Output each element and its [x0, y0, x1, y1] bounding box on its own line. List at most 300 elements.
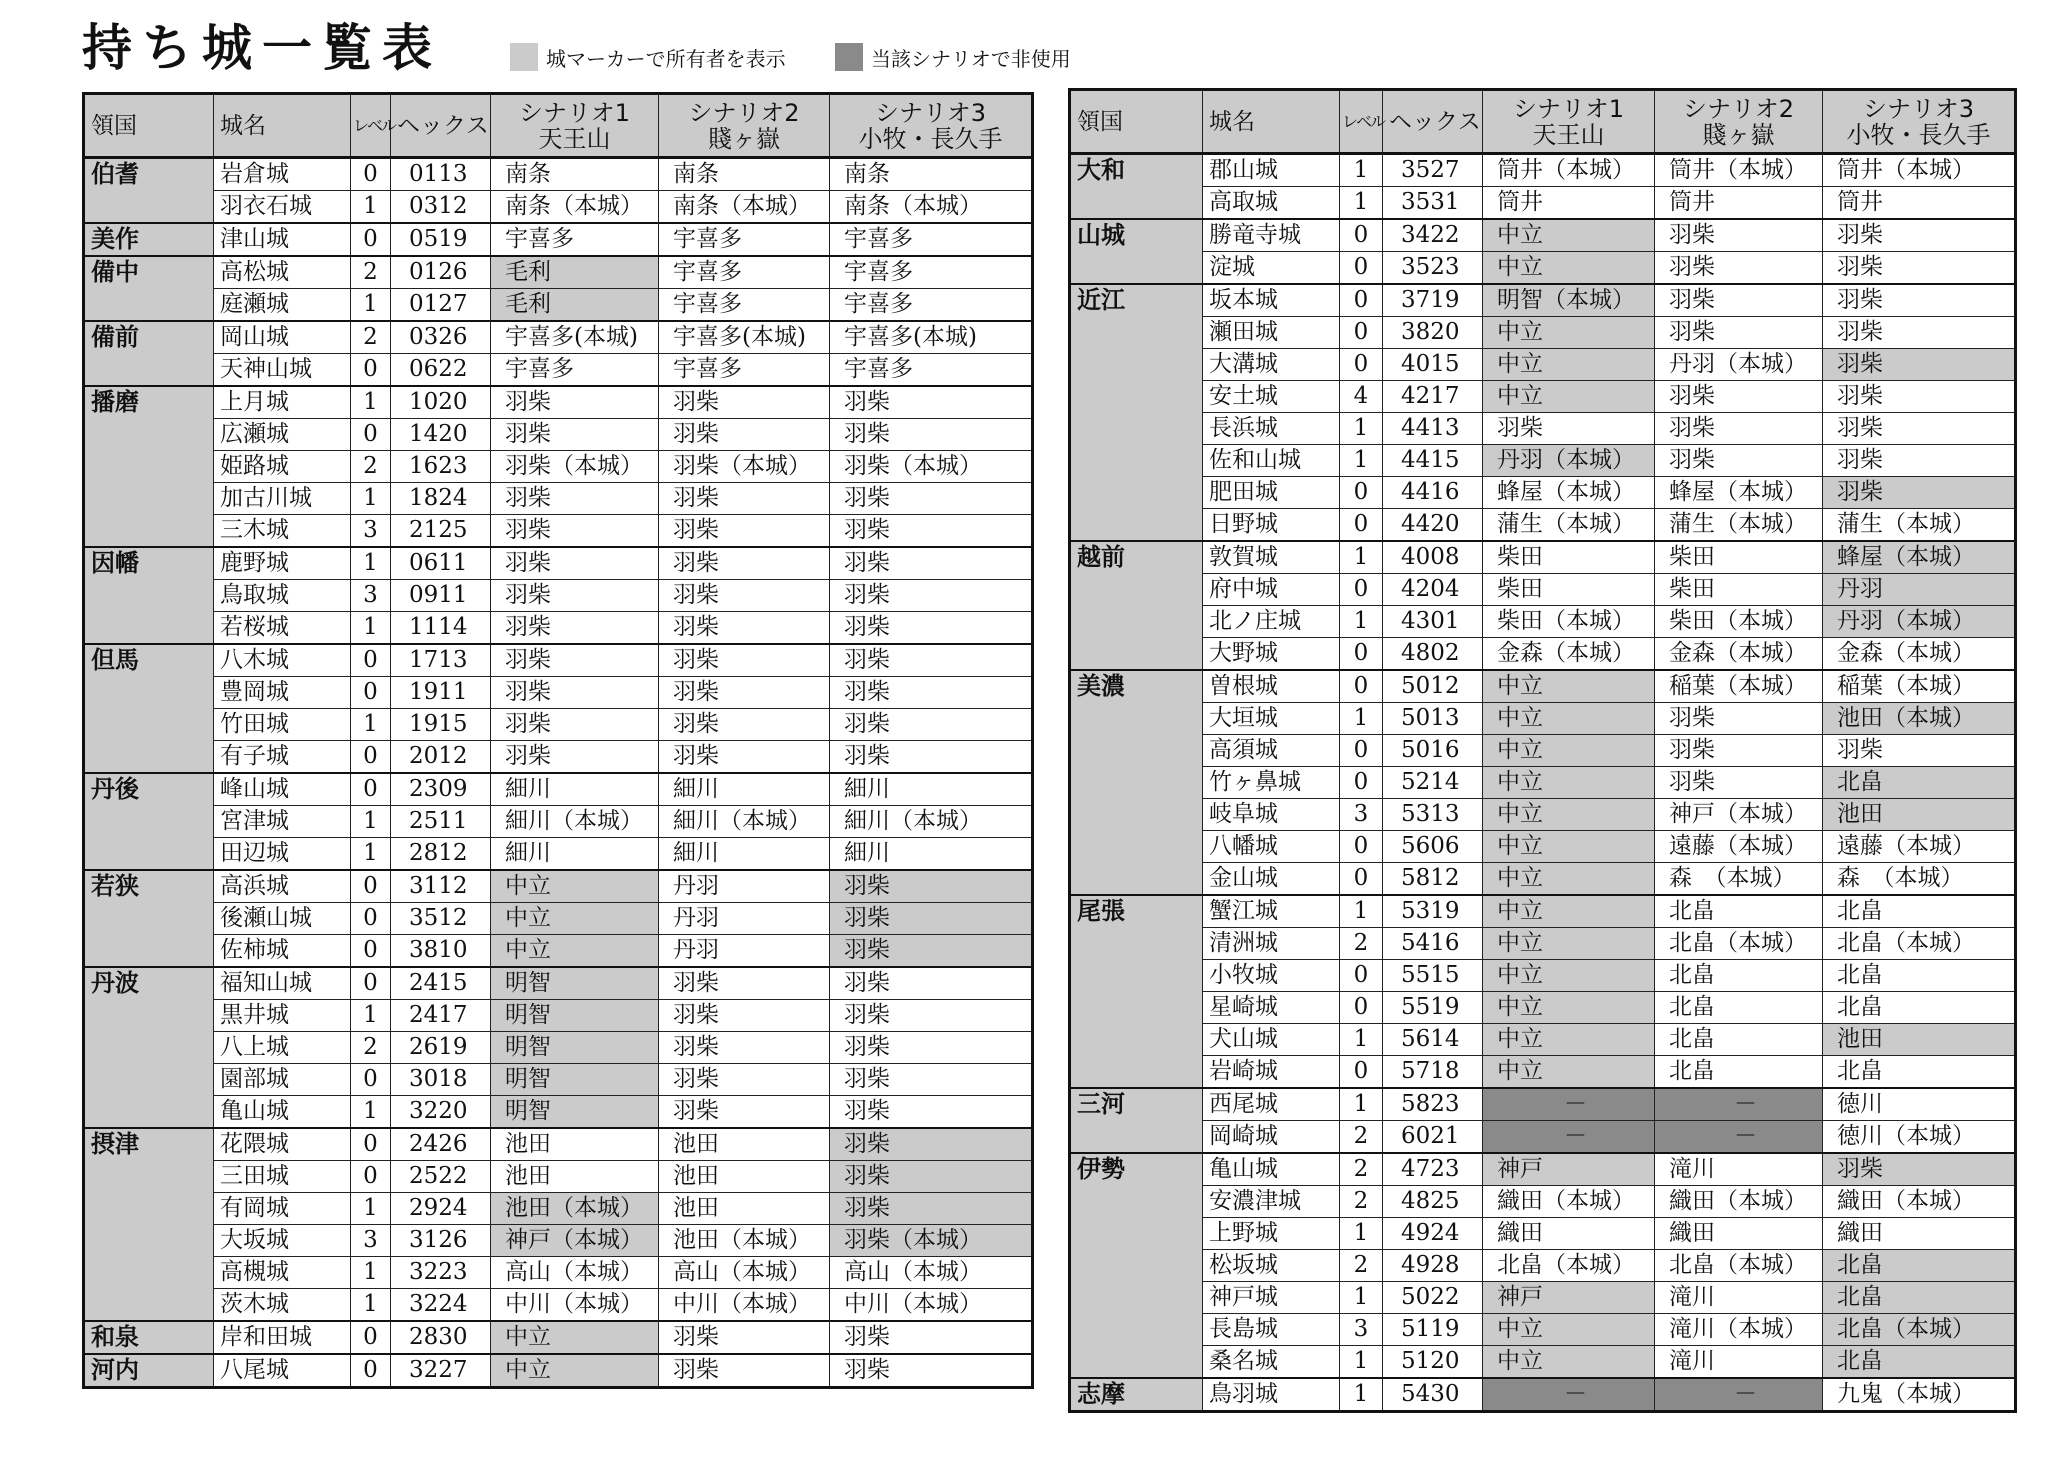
scenario-1-owner-cell: 中立: [1483, 219, 1655, 252]
scenario-2-owner-cell: 羽柴: [1655, 767, 1823, 799]
scenario-1-owner-cell: 神戸: [1483, 1282, 1655, 1314]
level-cell: 0: [351, 354, 391, 387]
hex-cell: 4217: [1383, 381, 1483, 413]
table-row: [1070, 574, 2016, 606]
table-row: [1070, 477, 2016, 509]
scenario-2-owner-cell: 羽柴: [659, 677, 830, 709]
scenario-3-owner-cell: 羽柴（本城）: [830, 451, 1033, 483]
hex-cell: 4301: [1383, 606, 1483, 638]
scenario-1-owner-cell: 神戸: [1483, 1153, 1655, 1186]
scenario-3-owner-cell: 羽柴: [830, 483, 1033, 515]
scenario-2-owner-cell: －: [1655, 1088, 1823, 1121]
table-row: [84, 1354, 1033, 1388]
level-cell: 1: [351, 838, 391, 871]
province-cell: 美濃: [1070, 670, 1203, 895]
scenario-2-owner-cell: 柴田: [1655, 574, 1823, 606]
scenario-1-owner-cell: 神戸（本城）: [491, 1225, 659, 1257]
scenario-2-owner-cell: 羽柴: [659, 1000, 830, 1032]
scenario-2-owner-cell: 中川（本城）: [659, 1289, 830, 1322]
level-cell: 1: [1340, 1346, 1383, 1379]
level-cell: 1: [351, 709, 391, 741]
castle-table-left: [82, 92, 1034, 1389]
hex-cell: 0622: [391, 354, 491, 387]
level-cell: 0: [1340, 349, 1383, 381]
castle-name-cell: 府中城: [1203, 574, 1340, 606]
scenario-3-owner-cell: 織田（本城）: [1823, 1186, 2016, 1218]
castle-name-cell: 勝竜寺城: [1203, 219, 1340, 252]
level-cell: 1: [1340, 445, 1383, 477]
level-cell: 0: [1340, 252, 1383, 285]
castle-name-cell: 金山城: [1203, 863, 1340, 896]
hex-cell: 1420: [391, 419, 491, 451]
header-level: レベル: [1340, 90, 1383, 154]
castle-name-cell: 曽根城: [1203, 670, 1340, 703]
scenario-3-owner-cell: 羽柴: [830, 741, 1033, 774]
table-row: [84, 1225, 1033, 1257]
scenario-2-owner-cell: 羽柴: [659, 1032, 830, 1064]
castle-name-cell: 鳥羽城: [1203, 1378, 1340, 1412]
scenario-3-owner-cell: 羽柴: [1823, 1153, 2016, 1186]
table-row: [1070, 381, 2016, 413]
legend-owner-marker: [510, 40, 786, 74]
scenario-1-owner-cell: 羽柴: [491, 483, 659, 515]
hex-cell: 4015: [1383, 349, 1483, 381]
scenario-2-owner-cell: 筒井: [1655, 187, 1823, 220]
scenario-3-owner-cell: 稲葉（本城）: [1823, 670, 2016, 703]
scenario-2-owner-cell: 滝川: [1655, 1346, 1823, 1379]
scenario-1-owner-cell: 中立: [1483, 1024, 1655, 1056]
level-cell: 0: [351, 935, 391, 968]
hex-cell: 0126: [391, 256, 491, 289]
province-cell: 和泉: [84, 1321, 214, 1354]
table-row: [84, 903, 1033, 935]
scenario-3-owner-cell: 筒井: [1823, 187, 2016, 220]
level-cell: 3: [351, 1225, 391, 1257]
hex-cell: 5823: [1383, 1088, 1483, 1121]
scenario-2-owner-cell: 北畠: [1655, 992, 1823, 1024]
header-scenario-3: シナリオ3 小牧・長久手: [1823, 90, 2016, 154]
scenario-1-owner-cell: －: [1483, 1121, 1655, 1154]
table-row: [84, 741, 1033, 774]
scenario-1-owner-cell: 羽柴: [1483, 413, 1655, 445]
scenario-1-owner-cell: 明智: [491, 1000, 659, 1032]
hex-cell: 1020: [391, 386, 491, 419]
scenario-3-owner-cell: 羽柴: [830, 903, 1033, 935]
scenario-1-owner-cell: 中立: [1483, 252, 1655, 285]
scenario-3-owner-cell: 羽柴: [830, 515, 1033, 548]
scenario-3-owner-cell: 羽柴: [1823, 381, 2016, 413]
hex-cell: 5013: [1383, 703, 1483, 735]
scenario-3-owner-cell: 羽柴: [830, 1321, 1033, 1354]
scenario-3-owner-cell: 宇喜多: [830, 256, 1033, 289]
province-cell: 大和: [1070, 154, 1203, 220]
province-cell: 伯耆: [84, 158, 214, 224]
scenario-1-owner-cell: 柴田: [1483, 541, 1655, 574]
hex-cell: 5606: [1383, 831, 1483, 863]
hex-cell: 0113: [391, 158, 491, 191]
scenario-2-owner-cell: 羽柴: [1655, 445, 1823, 477]
table-row: [1070, 413, 2016, 445]
scenario-3-owner-cell: 池田（本城）: [1823, 703, 2016, 735]
table-row: [84, 1128, 1033, 1161]
scenario-3-owner-cell: 森 （本城）: [1823, 863, 2016, 896]
province-cell: 河内: [84, 1354, 214, 1388]
scenario-2-owner-cell: 北畠: [1655, 960, 1823, 992]
castle-name-cell: 日野城: [1203, 509, 1340, 542]
castle-name-cell: 瀬田城: [1203, 317, 1340, 349]
scenario-2-owner-cell: 羽柴（本城）: [659, 451, 830, 483]
scenario-1-owner-cell: 羽柴: [491, 677, 659, 709]
scenario-3-owner-cell: 羽柴: [830, 709, 1033, 741]
table-row: [1070, 767, 2016, 799]
castle-table-left-body: [84, 158, 1033, 1388]
scenario-1-owner-cell: 中立: [1483, 735, 1655, 767]
scenario-1-owner-cell: 丹羽（本城）: [1483, 445, 1655, 477]
castle-name-cell: 松坂城: [1203, 1250, 1340, 1282]
scenario-1-owner-cell: 中立: [1483, 992, 1655, 1024]
scenario-2-owner-cell: 蜂屋（本城）: [1655, 477, 1823, 509]
scenario-3-owner-cell: 宇喜多(本城): [830, 321, 1033, 354]
level-cell: 1: [1340, 413, 1383, 445]
table-row: [1070, 1056, 2016, 1089]
hex-cell: 1824: [391, 483, 491, 515]
scenario-2-owner-cell: 宇喜多(本城): [659, 321, 830, 354]
scenario-2-owner-cell: 北畠: [1655, 1024, 1823, 1056]
scenario-3-owner-cell: 羽柴: [830, 1354, 1033, 1388]
scenario-3-owner-cell: 北畠（本城）: [1823, 928, 2016, 960]
table-row: [84, 386, 1033, 419]
scenario-3-owner-cell: 羽柴: [1823, 219, 2016, 252]
province-cell: 播磨: [84, 386, 214, 547]
level-cell: 0: [1340, 992, 1383, 1024]
level-cell: 1: [351, 806, 391, 838]
level-cell: 0: [1340, 960, 1383, 992]
scenario-3-owner-cell: 北畠: [1823, 960, 2016, 992]
table-row: [84, 1032, 1033, 1064]
castle-name-cell: 園部城: [214, 1064, 351, 1096]
level-cell: 0: [1340, 670, 1383, 703]
scenario-3-owner-cell: 金森（本城）: [1823, 638, 2016, 671]
castle-name-cell: 岡山城: [214, 321, 351, 354]
table-row: [1070, 928, 2016, 960]
hex-cell: 2619: [391, 1032, 491, 1064]
table-row: [1070, 154, 2016, 187]
province-cell: 丹後: [84, 773, 214, 870]
scenario-2-owner-cell: 柴田（本城）: [1655, 606, 1823, 638]
level-cell: 2: [1340, 1186, 1383, 1218]
castle-name-cell: 鹿野城: [214, 547, 351, 580]
level-cell: 0: [351, 158, 391, 191]
table-row: [1070, 606, 2016, 638]
hex-cell: 4420: [1383, 509, 1483, 542]
scenario-2-owner-cell: 金森（本城）: [1655, 638, 1823, 671]
castle-name-cell: 亀山城: [1203, 1153, 1340, 1186]
table-row: [84, 806, 1033, 838]
table-row: [84, 1289, 1033, 1322]
scenario-1-owner-cell: 織田: [1483, 1218, 1655, 1250]
hex-cell: 2125: [391, 515, 491, 548]
scenario-1-owner-cell: 中立: [1483, 1056, 1655, 1089]
level-cell: 0: [351, 741, 391, 774]
level-cell: 1: [351, 612, 391, 645]
scenario-2-owner-cell: 滝川: [1655, 1282, 1823, 1314]
castle-name-cell: 佐柿城: [214, 935, 351, 968]
hex-cell: 5012: [1383, 670, 1483, 703]
table-row: [84, 451, 1033, 483]
hex-cell: 4825: [1383, 1186, 1483, 1218]
hex-cell: 2830: [391, 1321, 491, 1354]
scenario-2-owner-cell: 羽柴: [659, 483, 830, 515]
level-cell: 1: [1340, 1024, 1383, 1056]
castle-name-cell: 淀城: [1203, 252, 1340, 285]
table-row: [1070, 509, 2016, 542]
hex-cell: 4928: [1383, 1250, 1483, 1282]
scenario-1-owner-cell: 宇喜多(本城): [491, 321, 659, 354]
scenario-1-owner-cell: 筒井（本城）: [1483, 154, 1655, 187]
level-cell: 0: [351, 644, 391, 677]
level-cell: 2: [1340, 1121, 1383, 1154]
level-cell: 0: [1340, 863, 1383, 896]
scenario-3-owner-cell: 羽柴: [830, 1000, 1033, 1032]
scenario-3-owner-cell: 宇喜多: [830, 354, 1033, 387]
castle-name-cell: 若桜城: [214, 612, 351, 645]
hex-cell: 0519: [391, 223, 491, 256]
scenario-3-owner-cell: 羽柴: [830, 1128, 1033, 1161]
level-cell: 1: [1340, 895, 1383, 928]
level-cell: 2: [351, 256, 391, 289]
castle-name-cell: 大坂城: [214, 1225, 351, 1257]
scenario-2-owner-cell: 羽柴: [1655, 252, 1823, 285]
castle-name-cell: 岩崎城: [1203, 1056, 1340, 1089]
level-cell: 3: [351, 515, 391, 548]
level-cell: 0: [1340, 477, 1383, 509]
scenario-1-owner-cell: 南条（本城）: [491, 191, 659, 224]
castle-name-cell: 岡崎城: [1203, 1121, 1340, 1154]
castle-name-cell: 亀山城: [214, 1096, 351, 1129]
scenario-1-owner-cell: 中立: [1483, 317, 1655, 349]
scenario-3-owner-cell: 南条: [830, 158, 1033, 191]
scenario-2-owner-cell: －: [1655, 1121, 1823, 1154]
castle-name-cell: 庭瀬城: [214, 289, 351, 322]
table-row: [84, 1096, 1033, 1129]
hex-cell: 3112: [391, 870, 491, 903]
hex-cell: 4924: [1383, 1218, 1483, 1250]
table-row: [1070, 252, 2016, 285]
scenario-3-owner-cell: 徳川（本城）: [1823, 1121, 2016, 1154]
castle-name-cell: 岩倉城: [214, 158, 351, 191]
header-scenario-1: シナリオ1 天王山: [1483, 90, 1655, 154]
hex-cell: 3224: [391, 1289, 491, 1322]
scenario-3-owner-cell: 羽柴: [830, 1193, 1033, 1225]
level-cell: 1: [1340, 1088, 1383, 1121]
level-cell: 2: [1340, 928, 1383, 960]
scenario-2-owner-cell: 北畠（本城）: [1655, 928, 1823, 960]
castle-name-cell: 小牧城: [1203, 960, 1340, 992]
castle-name-cell: 北ノ庄城: [1203, 606, 1340, 638]
scenario-2-owner-cell: 柴田: [1655, 541, 1823, 574]
scenario-1-owner-cell: 羽柴: [491, 580, 659, 612]
hex-cell: 5515: [1383, 960, 1483, 992]
level-cell: 1: [351, 1000, 391, 1032]
hex-cell: 3527: [1383, 154, 1483, 187]
castle-name-cell: 八上城: [214, 1032, 351, 1064]
scenario-2-owner-cell: 羽柴: [659, 1064, 830, 1096]
table-row: [84, 1257, 1033, 1289]
table-row: [1070, 1218, 2016, 1250]
hex-cell: 4723: [1383, 1153, 1483, 1186]
hex-cell: 2415: [391, 967, 491, 1000]
table-row: [1070, 1121, 2016, 1154]
hex-cell: 5022: [1383, 1282, 1483, 1314]
table-row: [84, 870, 1033, 903]
level-cell: 1: [351, 1193, 391, 1225]
scenario-1-owner-cell: 宇喜多: [491, 223, 659, 256]
hex-cell: 3523: [1383, 252, 1483, 285]
scenario-2-owner-cell: 宇喜多: [659, 289, 830, 322]
scenario-3-owner-cell: 高山（本城）: [830, 1257, 1033, 1289]
province-cell: 因幡: [84, 547, 214, 644]
castle-name-cell: 神戸城: [1203, 1282, 1340, 1314]
castle-name-cell: 姫路城: [214, 451, 351, 483]
scenario-3-owner-cell: 池田: [1823, 1024, 2016, 1056]
hex-cell: 5119: [1383, 1314, 1483, 1346]
table-row: [1070, 1378, 2016, 1412]
province-cell: 備中: [84, 256, 214, 321]
table-row: [1070, 1250, 2016, 1282]
hex-cell: 3820: [1383, 317, 1483, 349]
scenario-2-owner-cell: 細川: [659, 773, 830, 806]
scenario-1-owner-cell: 中立: [491, 1321, 659, 1354]
scenario-2-owner-cell: 遠藤（本城）: [1655, 831, 1823, 863]
scenario-1-owner-cell: 羽柴（本城）: [491, 451, 659, 483]
castle-name-cell: 竹田城: [214, 709, 351, 741]
scenario-3-owner-cell: 筒井（本城）: [1823, 154, 2016, 187]
scenario-2-owner-cell: 羽柴: [1655, 381, 1823, 413]
scenario-3-owner-cell: 羽柴: [1823, 317, 2016, 349]
hex-cell: 2522: [391, 1161, 491, 1193]
castle-name-cell: 佐和山城: [1203, 445, 1340, 477]
scenario-2-owner-cell: 羽柴: [1655, 219, 1823, 252]
scenario-3-owner-cell: 羽柴: [830, 677, 1033, 709]
scenario-1-owner-cell: 中立: [1483, 1346, 1655, 1379]
scenario-3-owner-cell: 徳川: [1823, 1088, 2016, 1121]
province-cell: 志摩: [1070, 1378, 1203, 1412]
table-row: [1070, 1024, 2016, 1056]
castle-name-cell: 坂本城: [1203, 284, 1340, 317]
level-cell: 2: [1340, 1250, 1383, 1282]
table-row: [1070, 1346, 2016, 1379]
castle-name-cell: 八木城: [214, 644, 351, 677]
legend-dark-swatch: [835, 43, 863, 71]
table-row: [1070, 1186, 2016, 1218]
hex-cell: 2012: [391, 741, 491, 774]
scenario-2-owner-cell: 丹羽: [659, 903, 830, 935]
castle-name-cell: 岐阜城: [1203, 799, 1340, 831]
level-cell: 0: [351, 223, 391, 256]
level-cell: 1: [1340, 703, 1383, 735]
table-row: [84, 1064, 1033, 1096]
scenario-3-owner-cell: 織田: [1823, 1218, 2016, 1250]
hex-cell: 5120: [1383, 1346, 1483, 1379]
scenario-2-owner-cell: 南条（本城）: [659, 191, 830, 224]
hex-cell: 3227: [391, 1354, 491, 1388]
scenario-1-owner-cell: 中立: [491, 903, 659, 935]
header-scenario-2: シナリオ2 賤ヶ嶽: [1655, 90, 1823, 154]
castle-name-cell: 高取城: [1203, 187, 1340, 220]
scenario-3-owner-cell: 羽柴: [830, 870, 1033, 903]
table-row: [84, 223, 1033, 256]
scenario-2-owner-cell: 羽柴: [1655, 284, 1823, 317]
table-row: [1070, 1153, 2016, 1186]
table-row: [84, 515, 1033, 548]
hex-cell: 1114: [391, 612, 491, 645]
level-cell: 1: [1340, 187, 1383, 220]
scenario-2-owner-cell: 滝川: [1655, 1153, 1823, 1186]
scenario-2-owner-cell: 細川（本城）: [659, 806, 830, 838]
castle-table-right-body: [1070, 154, 2016, 1412]
scenario-1-owner-cell: 中立: [1483, 767, 1655, 799]
table-row: [84, 483, 1033, 515]
castle-name-cell: 桑名城: [1203, 1346, 1340, 1379]
hex-cell: 0611: [391, 547, 491, 580]
scenario-1-owner-cell: －: [1483, 1378, 1655, 1412]
scenario-3-owner-cell: 北畠: [1823, 1346, 2016, 1379]
level-cell: 1: [1340, 154, 1383, 187]
castle-name-cell: 蟹江城: [1203, 895, 1340, 928]
hex-cell: 5319: [1383, 895, 1483, 928]
scenario-1-owner-cell: 細川（本城）: [491, 806, 659, 838]
scenario-1-owner-cell: 中立: [1483, 895, 1655, 928]
hex-cell: 5430: [1383, 1378, 1483, 1412]
table-row: [1070, 703, 2016, 735]
table-row: [1070, 735, 2016, 767]
table-row: [1070, 445, 2016, 477]
scenario-2-owner-cell: 稲葉（本城）: [1655, 670, 1823, 703]
hex-cell: 3719: [1383, 284, 1483, 317]
level-cell: 1: [1340, 541, 1383, 574]
scenario-1-owner-cell: 中立: [1483, 1314, 1655, 1346]
header-scenario-3: シナリオ3 小牧・長久手: [830, 94, 1033, 158]
scenario-2-owner-cell: 南条: [659, 158, 830, 191]
scenario-1-owner-cell: 羽柴: [491, 419, 659, 451]
scenario-3-owner-cell: 蜂屋（本城）: [1823, 541, 2016, 574]
castle-name-cell: 長島城: [1203, 1314, 1340, 1346]
castle-name-cell: 高松城: [214, 256, 351, 289]
hex-cell: 3512: [391, 903, 491, 935]
page-title: 持ち城一覧表: [82, 19, 442, 77]
header-scenario-2: シナリオ2 賤ヶ嶽: [659, 94, 830, 158]
scenario-2-owner-cell: 羽柴: [659, 515, 830, 548]
hex-cell: 4008: [1383, 541, 1483, 574]
scenario-1-owner-cell: 中立: [1483, 381, 1655, 413]
level-cell: 0: [1340, 574, 1383, 606]
scenario-2-owner-cell: 織田: [1655, 1218, 1823, 1250]
scenario-1-owner-cell: 南条: [491, 158, 659, 191]
table-row: [1070, 284, 2016, 317]
table-row: [1070, 349, 2016, 381]
scenario-1-owner-cell: 池田（本城）: [491, 1193, 659, 1225]
scenario-3-owner-cell: 北畠（本城）: [1823, 1314, 2016, 1346]
level-cell: 4: [1340, 381, 1383, 413]
castle-name-cell: 羽衣石城: [214, 191, 351, 224]
scenario-3-owner-cell: 羽柴: [830, 547, 1033, 580]
castle-name-cell: 有岡城: [214, 1193, 351, 1225]
castle-name-cell: 清洲城: [1203, 928, 1340, 960]
province-cell: 摂津: [84, 1128, 214, 1321]
table-row: [84, 321, 1033, 354]
table-row: [1070, 670, 2016, 703]
level-cell: 1: [1340, 1378, 1383, 1412]
